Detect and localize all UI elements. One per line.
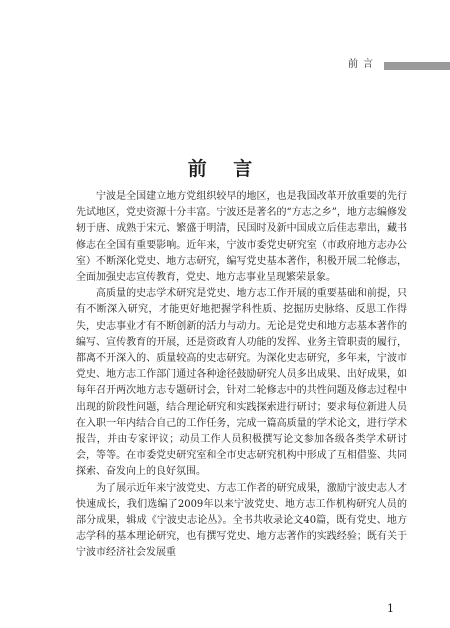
paragraph: 为了展示近年来宁波党史、方志工作者的研究成果，激励宁波史志人才快速成长，我们选编了2009年以来宁波党史、地方志工作机构研究人员的部分成果，辑成《宁波史志论丛》。全书共收录论文40篇，既有党史、地方志学科的基本理论研究，也有撰写党史、地方志著作的实践经验；既有关于宁波市经济社会发展重 [76,482,407,559]
running-title: 前言 [348,59,378,70]
running-header [0,60,450,72]
page-title: 前 言 [187,158,263,180]
page-number: 1 [387,602,394,615]
paragraph: 宁波是全国建立地方党组织较早的地区，也是我国改革开放重要的先行先试地区，党史资源十分丰富。宁波还是著名的“方志之乡”，地方志编修发轫于唐、成熟于宋元、繁盛于明清，民国时及新中国成立后佳志辈出，藏书修志在全国有重要影响。近年来，宁波市委党史研究室（市政府地方志办公室）不断深化党史、地方志研究，编写党史基本著作，积极开展二轮修志，全面加强史志宣传教育，党史、地方志事业呈现繁荣景象。 [76,191,407,284]
header-bar-decoration [384,62,450,70]
body-text [76,189,407,562]
paragraph: 高质量的史志学术研究是党史、地方志工作开展的重要基础和前提，只有不断深入研究，才能更好地把握学科性质、挖掘历史脉络、反思工作得失，史志事业才有不断创新的活力与动力。无论是党史和地方志基本著作的编写、宣传教育的开展，还是资政育人功能的发挥、业务主管职责的履行，都离不开深入的、质量较高的史志研究。为深化史志研究，多年来，宁波市党史、地方志工作部门通过各种途径鼓励研究人员多出成果、出好成果，如每年召开两次地方志专题研讨会，针对二轮修志中的共性问题及修志过程中出现的阶段性问题，结合理论研究和实践探索进行研讨；要求每位新进人员在入职一年内结合自己的工作任务，完成一篇高质量的学术论文，进行学术报告，并由专家评议；动员工作人员积极撰写论文参加各级各类学术研讨会，等等。在市委党史研究室和全市史志研究机构中形成了互相借鉴、共同探索、奋发向上的良好氛围。 [76,288,407,478]
